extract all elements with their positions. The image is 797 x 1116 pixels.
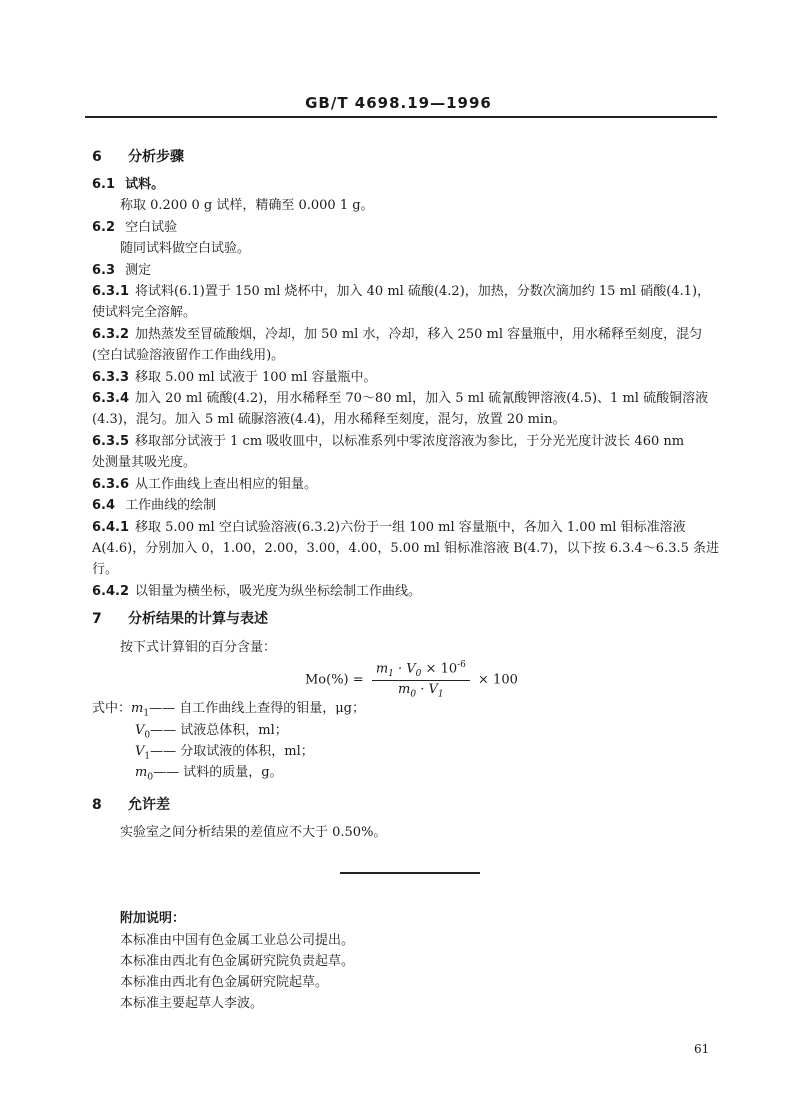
clause-text: 以钼量为横坐标，吸光度为纵坐标绘制工作曲线。 (135, 584, 422, 599)
den-v-sub: 1 (437, 689, 444, 700)
var-subscript: 0 (147, 772, 154, 783)
clause-text: 加热蒸发至冒硫酸烟，冷却，加 50 ml 水，冷却，移入 250 ml 容量瓶中，用水稀释至刻度，混匀 (135, 327, 703, 342)
clause-text: 从工作曲线上查出相应的钼量。 (135, 477, 318, 492)
clause-number: 6.2 (92, 220, 116, 235)
formula-numerator (372, 660, 470, 681)
clause-text: 移取部分试液于 1 cm 吸收皿中，以标准系列中零浓度溶液为参比，于分光光度计波长 460 nm (135, 434, 685, 449)
clause-title: 测定 (125, 263, 152, 278)
appendix-line: 本标准由西北有色金属研究院负责起草。 (120, 954, 355, 969)
var-subscript: 1 (144, 751, 151, 762)
clause-number: 6.4.1 (92, 520, 130, 535)
section-6-heading (92, 146, 184, 166)
clause-6-3-6 (92, 474, 317, 496)
den-m-sub: 0 (410, 689, 417, 700)
clause-6-3-4 (92, 388, 708, 410)
where-lead: 式中： (92, 701, 132, 716)
var-description: —— 试液总体积，ml； (150, 723, 288, 738)
clause-number: 6.4 (92, 498, 116, 513)
clause-6-4-2 (92, 581, 421, 603)
clause-text: 移取 5.00 ml 试液于 100 ml 容量瓶中。 (135, 370, 377, 385)
num-v-sub: 0 (415, 668, 422, 679)
appendix-line: 本标准主要起草人李波。 (120, 996, 264, 1011)
clause-6-2-body: 随同试料做空白试验。 (120, 241, 251, 256)
clause-number: 6.3.3 (92, 370, 130, 385)
formula-rhs: × 100 (478, 672, 518, 688)
appendix-title: 附加说明： (120, 911, 186, 926)
clause-number: 6.4.2 (92, 584, 130, 599)
num-v: · V (393, 661, 416, 677)
clause-text: 移取 5.00 ml 空白试验溶液(6.3.2)六份于一组 100 ml 容量瓶中，各加入 1.00 ml 钼标准溶液 (135, 520, 686, 535)
clause-6-3-5 (92, 431, 684, 453)
clause-6-3-2 (92, 324, 702, 346)
section-number: 8 (92, 797, 102, 813)
clause-6-3-1 (92, 281, 710, 303)
clause-title: 试料。 (125, 177, 165, 192)
var-description: —— 试料的质量，g。 (153, 765, 283, 780)
clause-number: 6.3 (92, 263, 116, 278)
clause-text: 将试料(6.1)置于 150 ml 烧杯中，加入 40 ml 硫酸(4.2)，加热，分数次滴加约 15 ml 硝酸(4.1)， (135, 284, 711, 299)
num-m-sub: 1 (388, 668, 394, 679)
var-subscript: 0 (144, 730, 151, 741)
num-m: m (375, 661, 389, 677)
var-subscript: 1 (143, 708, 150, 719)
clause-6-4-1 (92, 517, 686, 539)
section-8-body: 实验室之间分析结果的差值应不大于 0.50%。 (120, 825, 387, 840)
clause-6-3-2-cont: (空白试验溶液留作工作曲线用)。 (92, 348, 285, 363)
header-rule (85, 116, 717, 118)
clause-6-4-1-cont: A(4.6)，分别加入 0，1.00，2.00，3.00，4.00，5.00 ml 钼标准溶液 B(4.7)，以下按 6.3.4～6.3.5 条进 (92, 541, 720, 556)
clause-number: 6.3.2 (92, 327, 130, 342)
section-number: 6 (92, 149, 102, 165)
num-exponent: -6 (457, 660, 466, 670)
var-symbol: m (135, 765, 148, 780)
section-title: 分析步骤 (128, 149, 184, 165)
clause-title: 空白试验 (125, 220, 178, 235)
section-title: 分析结果的计算与表述 (128, 611, 268, 627)
clause-text: 加入 20 ml 硫酸(4.2)，用水稀释至 70～80 ml，加入 5 ml 硫氰酸钾溶液(4.5)、1 ml 硫酸铜溶液 (135, 391, 709, 406)
section-7-heading (92, 608, 268, 628)
clause-6-2-heading (92, 217, 177, 239)
end-divider (340, 872, 480, 874)
formula-lhs: Mo(%) = (305, 672, 364, 688)
clause-number: 6.3.6 (92, 477, 130, 492)
clause-6-3-3 (92, 367, 377, 389)
clause-number: 6.3.4 (92, 391, 130, 406)
clause-6-1-heading (92, 174, 164, 196)
var-description: —— 自工作曲线上查得的钼量，μg； (149, 701, 365, 716)
section-title: 允许差 (128, 797, 170, 813)
clause-6-3-1-cont: 使试料完全溶解。 (92, 305, 197, 320)
standard-header: GB/T 4698.19—1996 (305, 94, 492, 112)
clause-6-3-4-cont: (4.3)，混匀。加入 5 ml 硫脲溶液(4.4)，用水稀释至刻度，混匀，放置 20 min。 (92, 412, 566, 427)
clause-6-4-1-cont2: 行。 (92, 562, 119, 577)
clause-number: 6.3.1 (92, 284, 130, 299)
page-number: 61 (694, 1042, 710, 1056)
var-description: —— 分取试液的体积，ml； (150, 744, 314, 759)
den-v: · V (416, 681, 438, 697)
clause-title: 工作曲线的绘制 (125, 498, 217, 513)
clause-6-3-heading (92, 260, 151, 282)
section-number: 7 (92, 611, 102, 627)
clause-6-4-heading (92, 495, 216, 517)
molybdenum-formula (305, 660, 518, 700)
section-8-heading (92, 794, 170, 814)
clause-6-3-5-cont: 处测量其吸光度。 (92, 455, 197, 470)
clause-number: 6.3.5 (92, 434, 130, 449)
num-factor: × 10 (421, 661, 458, 677)
where-line-4 (135, 762, 283, 789)
formula-denominator (372, 681, 470, 700)
clause-6-1-body: 称取 0.200 0 g 试样，精确至 0.000 1 g。 (120, 198, 374, 213)
formula-intro: 按下式计算钼的百分含量： (120, 640, 277, 655)
den-m: m (398, 681, 411, 697)
clause-number: 6.1 (92, 177, 116, 192)
var-symbol: V (135, 723, 145, 738)
var-symbol: V (135, 744, 145, 759)
var-symbol: m (131, 701, 144, 716)
appendix-line: 本标准由中国有色金属工业总公司提出。 (120, 933, 355, 948)
appendix-line: 本标准由西北有色金属研究院起草。 (120, 975, 329, 990)
formula-fraction (372, 660, 470, 700)
